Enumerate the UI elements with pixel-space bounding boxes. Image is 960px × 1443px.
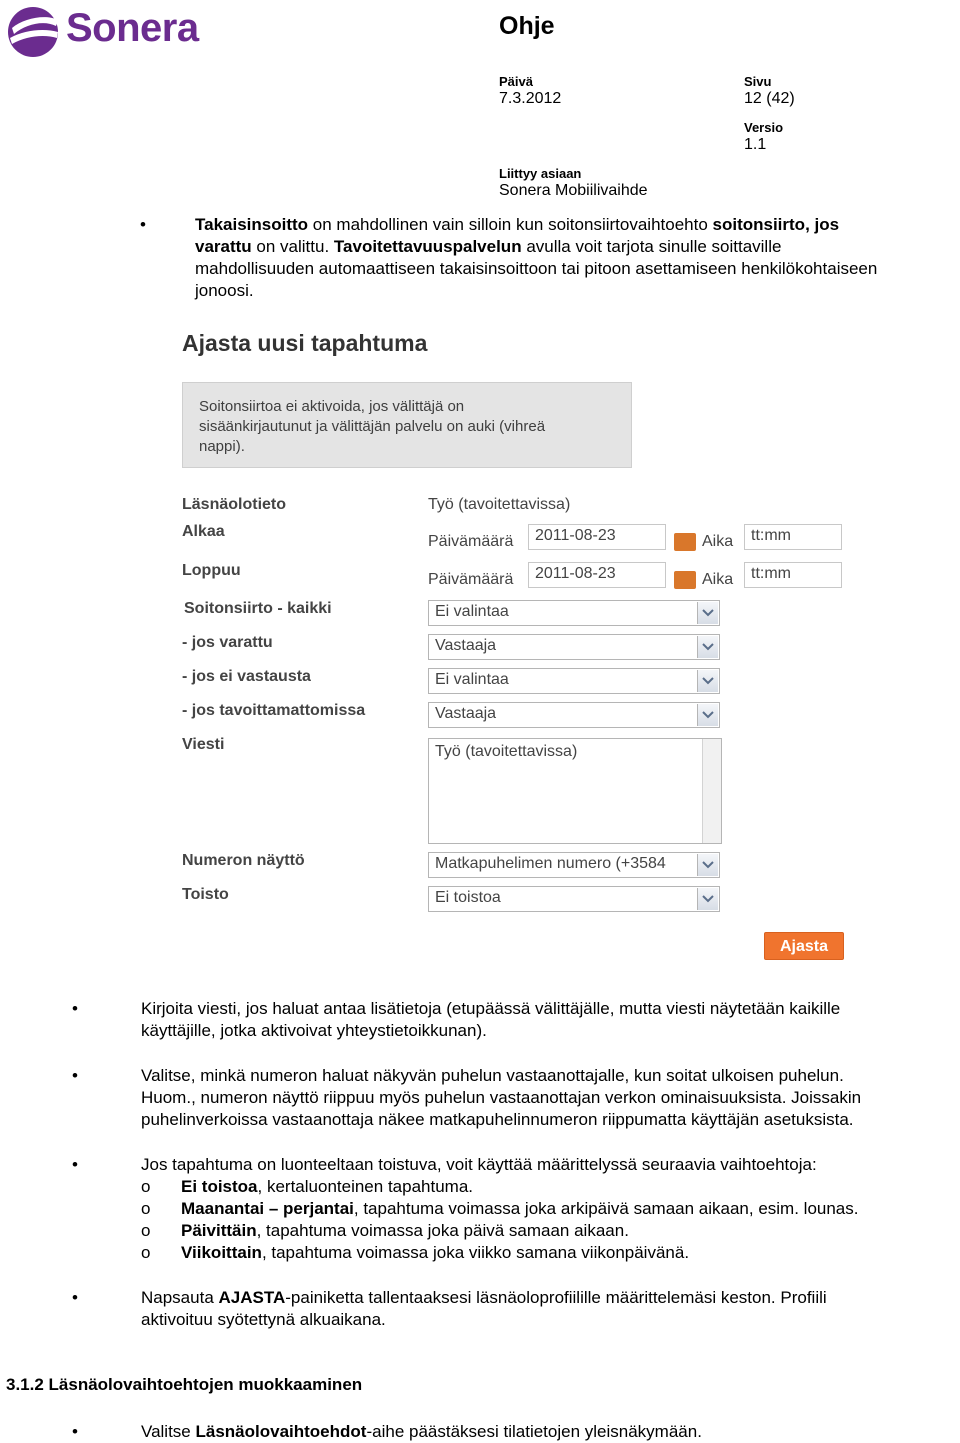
intro-line-3: mahdollisuuden automaattiseen takaisinsoittoon tai pitoon asettamiseen henkilökohtaiseen (195, 259, 878, 278)
section-heading: 3.1.2 Läsnäolovaihtoehtojen muokkaaminen (6, 1375, 363, 1394)
schedule-form-screenshot (176, 318, 878, 974)
label-presence: Läsnäolotieto (182, 496, 287, 513)
message-textarea[interactable] (428, 738, 722, 844)
notice-text (199, 397, 619, 457)
intro-line-1 (195, 214, 839, 236)
page-label: Sivu (744, 74, 772, 89)
end-date-input[interactable]: 2011-08-23 (528, 562, 666, 588)
if-unreachable-select[interactable] (428, 702, 720, 728)
textarea-value: Työ (tavoitettavissa) (435, 743, 578, 760)
option-bold: Viikoittain (181, 1243, 262, 1262)
select-value: Matkapuhelimen numero (+3584 (435, 855, 666, 872)
notice-line: nappi). (199, 438, 245, 455)
intro-text-2: on valittu. (251, 237, 334, 256)
select-value: Ei valintaa (435, 603, 509, 620)
date-label: Päivä (499, 74, 533, 89)
end-time-label: Aika (702, 571, 734, 588)
end-time-input[interactable]: tt:mm (744, 562, 842, 588)
if-busy-select[interactable] (428, 634, 720, 660)
textarea-scrollbar[interactable] (702, 739, 721, 843)
bullet-marker: • (72, 1066, 78, 1085)
sub-marker: o (141, 1199, 151, 1218)
select-value: Vastaaja (435, 637, 497, 654)
sub-marker: o (141, 1177, 151, 1196)
calendar-icon[interactable] (674, 533, 696, 551)
save-text-2: aktivoituu syötettynä alkuaikana. (141, 1310, 386, 1329)
chevron-down-icon (697, 854, 718, 876)
message-text-2: käyttäjille, jotka aktivoivat yhteystietoikkunan). (141, 1021, 487, 1040)
save-text-1 (141, 1287, 827, 1309)
number-text-3: puhelinverkoissa vastaanottaja näkee matkapuhelinnumeron riippumatta käyttäjän asetuksista. (141, 1110, 854, 1129)
end-date-label: Päivämäärä (428, 571, 514, 588)
start-date-label: Päivämäärä (428, 533, 514, 550)
intro-text-1: on mahdollinen vain silloin kun soitonsiirtovaihtoehto (308, 215, 713, 234)
bullet-marker: • (140, 215, 146, 234)
start-date-input[interactable]: 2011-08-23 (528, 524, 666, 550)
intro-line-2 (195, 236, 781, 258)
repeat-option-2 (181, 1198, 859, 1220)
presence-value: Työ (tavoitettavissa) (428, 496, 571, 513)
page-value: 12 (42) (744, 90, 795, 107)
chevron-down-icon (697, 888, 718, 910)
label-end: Loppuu (182, 562, 241, 579)
number-text-1: Valitse, minkä numeron haluat näkyvän puhelun vastaanottajalle, kun soitat ulkoisen puhelun. (141, 1066, 844, 1085)
sub-marker: o (141, 1243, 151, 1262)
option-bold: Maanantai – perjantai (181, 1199, 354, 1218)
forward-all-select[interactable] (428, 600, 720, 626)
start-time-input[interactable]: tt:mm (744, 524, 842, 550)
notice-line: Soitonsiirtoa ei aktivoida, jos välittäjä on (199, 398, 465, 415)
document-title: Ohje (499, 12, 555, 40)
option-text: , tapahtuma voimassa joka päivä samaan aikaan. (256, 1221, 629, 1240)
repeat-option-4 (181, 1242, 689, 1264)
version-value: 1.1 (744, 136, 767, 153)
label-if-busy: - jos varattu (182, 634, 273, 651)
select-value: Ei toistoa (435, 889, 501, 906)
section-bold: Läsnäolovaihtoehdot (195, 1422, 367, 1441)
intro-bold-1: Takaisinsoitto (195, 215, 309, 234)
if-no-answer-select[interactable] (428, 668, 720, 694)
form-title: Ajasta uusi tapahtuma (182, 330, 428, 356)
chevron-down-icon (697, 636, 718, 658)
repeat-intro: Jos tapahtuma on luonteeltaan toistuva, voit käyttää määrittelyssä seuraavia vaihtoehtoja: (141, 1155, 817, 1174)
subject-label: Liittyy asiaan (499, 166, 582, 181)
select-value: Ei valintaa (435, 671, 509, 688)
date-value: 7.3.2012 (499, 90, 562, 107)
chevron-down-icon (697, 670, 718, 692)
save-text: -painiketta tallentaaksesi läsnäoloprofiilille määrittelemäsi keston. Profiili (285, 1288, 827, 1307)
repeat-option-3 (181, 1220, 629, 1242)
sub-marker: o (141, 1221, 151, 1240)
intro-text-3: avulla voit tarjota sinulle soittaville (521, 237, 782, 256)
save-text: Napsauta (141, 1288, 219, 1307)
version-label: Versio (744, 120, 784, 135)
label-if-no-answer: - jos ei vastausta (182, 668, 311, 685)
label-forward-all: Soitonsiirto - kaikki (184, 600, 332, 617)
message-text-1: Kirjoita viesti, jos haluat antaa lisätietoja (etupäässä välittäjälle, mutta viesti näytetään kaikille (141, 999, 841, 1018)
calendar-icon[interactable] (674, 571, 696, 589)
save-bold: AJASTA (218, 1288, 286, 1307)
section-text: Valitse (141, 1422, 196, 1441)
bullet-marker: • (72, 1288, 78, 1307)
section-bullet (141, 1421, 702, 1443)
intro-bold-3: varattu (195, 237, 252, 256)
label-message: Viesti (182, 736, 225, 753)
label-number-display: Numeron näyttö (182, 852, 305, 869)
notice-box (182, 382, 632, 468)
chevron-down-icon (697, 704, 718, 726)
section-text: -aihe päästäksesi tilatietojen yleisnäkymään. (366, 1422, 702, 1441)
logo-text: Sonera (66, 6, 199, 50)
intro-bold-2: soitonsiirto, jos (712, 215, 840, 234)
subject-value: Sonera Mobiilivaihde (499, 182, 648, 199)
label-repeat: Toisto (182, 886, 229, 903)
notice-line: sisäänkirjautunut ja välittäjän palvelu on auki (vihreä (199, 418, 546, 435)
start-time-label: Aika (702, 533, 734, 550)
number-display-select[interactable] (428, 852, 720, 878)
repeat-option-1 (181, 1176, 473, 1198)
repeat-select[interactable] (428, 886, 720, 912)
option-text: , tapahtuma voimassa joka arkipäivä samaan aikaan, esim. lounas. (353, 1199, 859, 1218)
option-text: , tapahtuma voimassa joka viikko samana viikonpäivänä. (261, 1243, 690, 1262)
option-text: , kertaluonteinen tapahtuma. (257, 1177, 473, 1196)
number-text-2: Huom., numeron näyttö riippuu myös puhelun vastaanottajan verkon ominaisuuksista. Joissakin (141, 1088, 862, 1107)
intro-bold-4: Tavoitettavuuspalvelun (333, 237, 522, 256)
label-if-unreachable: - jos tavoittamattomissa (182, 702, 366, 719)
bullet-marker: • (72, 1155, 78, 1174)
bullet-marker: • (72, 1422, 78, 1441)
select-value: Vastaaja (435, 705, 497, 722)
option-bold: Ei toistoa (181, 1177, 258, 1196)
chevron-down-icon (697, 602, 718, 624)
label-start: Alkaa (182, 523, 225, 540)
intro-line-4: jonoosi. (195, 281, 254, 300)
schedule-button[interactable]: Ajasta (764, 932, 844, 960)
option-bold: Päivittäin (181, 1221, 257, 1240)
bullet-marker: • (72, 999, 78, 1018)
